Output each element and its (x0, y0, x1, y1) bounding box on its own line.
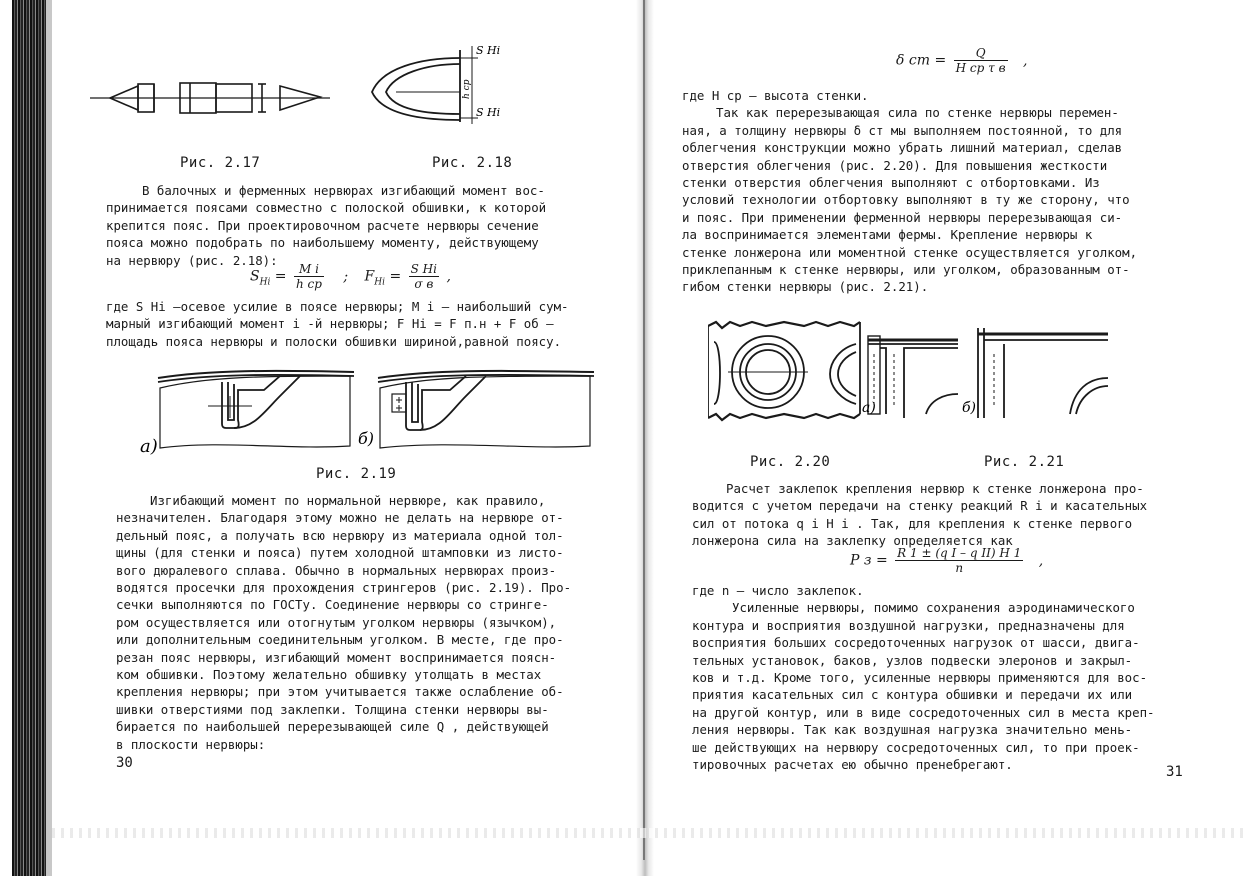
figure-2-18-caption: Рис. 2.18 (432, 155, 513, 171)
text-line: Усиленные нервюры, помимо сохранения аэродинамического (732, 600, 1135, 616)
formula-end: , (1023, 52, 1028, 69)
text-line: контура и восприятия воздушной нагрузки, предназначены для (692, 617, 1125, 633)
formula-symbol: P з (850, 552, 872, 569)
fraction-denominator: h ср (295, 277, 322, 291)
fig-2-18-label-bottom: S Hi (476, 106, 501, 119)
text-line: на нервюру (рис. 2.18): (106, 252, 278, 268)
fig-2-18-label-top: S Hi (476, 44, 501, 57)
formula-symbol: S (250, 268, 260, 285)
text-line: сечки выполняются по ГОСТу. Соединение нервюры со стринге- (116, 597, 549, 613)
text-line: ром осуществляется или отогнутым уголком нервюры (язычком), (116, 614, 557, 630)
figure-2-17-caption: Рис. 2.17 (180, 155, 261, 171)
figure-2-19 (130, 368, 610, 463)
book-binding-shadow (46, 0, 52, 876)
text-line: стенки отверстия облегчения выполняют с отбортовками. Из (682, 175, 1100, 191)
formula-end: , (1038, 552, 1044, 569)
formula-subscript: Hi (374, 277, 385, 288)
fig-2-21-label-a: а) (862, 400, 876, 416)
text-line: водятся просечки для прохождения стрингеров (рис. 2.19). Про- (116, 580, 572, 596)
text-line: приятия касательных сил с контура обшивки и передачи их или (692, 687, 1133, 703)
fraction-denominator: H ср τ в (955, 61, 1006, 75)
fraction (895, 546, 1023, 575)
formula-separator: ; (343, 268, 349, 285)
fraction-numerator: S Hi (410, 262, 437, 276)
text-line: В балочных и ферменных нервюрах изгибающий момент вос- (142, 183, 545, 198)
text-line: бирается по наибольшей перерезывающей силе Q , действующей (116, 719, 549, 735)
page-number-30: 30 (116, 755, 133, 771)
text-line: ления нервюры. Так как воздушная нагрузка значительно мень- (692, 722, 1133, 738)
text-line: восприятия больших сосредоточенных нагрузок от шасси, двига- (692, 635, 1140, 651)
text-line: площадь пояса нервюры и полоски обшивки шириной,равной поясу. (106, 333, 562, 349)
formula-rivet-force: P з = $\frac{\text{R 1 ± (q I – q II) H 1}}{n}$ , (850, 546, 1044, 575)
text-line: где H ср – высота стенки. (682, 88, 869, 103)
gutter-fold-line (643, 0, 645, 860)
text-line: где n – число заклепок. (692, 583, 864, 598)
text-line: принимается поясами совместно с полоской обшивки, к которой (106, 200, 547, 216)
text-line: ше действующих на нервюру сосредоточенных сил, то при проек- (692, 739, 1140, 755)
fraction-numerator: R 1 ± (q I – q II) H 1 (897, 546, 1022, 560)
text-line: на другой контур, или в виде сосредоточенных сил в места креп- (692, 704, 1155, 720)
figure-2-19-caption: Рис. 2.19 (316, 466, 397, 482)
text-line: ла воспринимается элементами фермы. Крепление нервюры к (682, 227, 1093, 243)
text-line: облегчения конструкции можно убрать лишний материал, сделав (682, 140, 1123, 156)
paragraph-rivet-calculation (692, 480, 1202, 550)
formula-symbol: F (364, 268, 375, 285)
text-line: марный изгибающий момент i -й нервюры; F Hi = F п.н + F об – (106, 316, 554, 332)
page-number-31: 31 (1166, 764, 1183, 780)
text-line: шивки отверстиями под заклепки. Толщина стенки нервюры вы- (116, 701, 549, 717)
text-line: дельный пояс, а получать всю нервюру из материала одной тол- (116, 527, 564, 543)
fraction (409, 262, 439, 291)
text-line: незначителен. Благодаря этому можно не делать на нервюре от- (116, 510, 564, 526)
book-binding-edge (12, 0, 46, 876)
text-line: лонжерона сила на заклепку определяется как (692, 533, 1013, 549)
fraction-denominator: σ в (414, 277, 434, 291)
fig-2-18-label-height: h ср (462, 79, 472, 99)
formula-symbol: δ ст (896, 52, 930, 69)
paragraph-where-definitions (106, 298, 636, 350)
text-line: сил от потока q i H i . Так, для крепления к стенке первого (692, 515, 1133, 531)
paragraph-lightening-holes (682, 87, 1202, 296)
text-line: Изгибающий момент по нормальной нервюре, как правило, (150, 493, 546, 508)
figure-2-20-2-21 (708, 318, 1128, 426)
paragraph-bending-moment (106, 182, 626, 269)
fraction-numerator: M i (294, 262, 324, 277)
text-line: вого дюралевого сплава. Обычно в нормальных нервюрах произ- (116, 562, 557, 578)
paragraph-normal-rib (116, 492, 636, 753)
formula-web-thickness: δ ст = $\frac{Q}{\text{H ср τ в}}$ , (896, 46, 1028, 75)
figure-2-21-caption: Рис. 2.21 (984, 454, 1065, 470)
text-line: ком обшивки. Поэтому желательно обшивку утолщать в местах (116, 667, 542, 683)
fig-2-21-label-b: б) (962, 400, 977, 416)
text-line: резан пояс нервюры, изгибающий момент воспринимается поясн- (116, 649, 557, 665)
fig-2-19-label-a: а) (140, 436, 158, 457)
page-31 (660, 0, 1220, 876)
text-line: в плоскости нервюры: (116, 736, 266, 752)
text-line: Так как перерезывающая сила по стенке нервюры перемен- (716, 105, 1119, 121)
text-line: приклепанным к стенке нервюры, или уголком, образованным от- (682, 262, 1130, 278)
text-line: щины (для стенки и пояса) путем холодной штамповки из листо- (116, 545, 564, 561)
text-line: условий технологии отбортовку выполняют в ту же сторону, что (682, 192, 1130, 208)
fraction (294, 262, 324, 291)
figure-2-17 (90, 70, 330, 130)
text-line: стенке лонжерона или моментной стенке осуществляется уголком, (682, 244, 1138, 260)
text-line: Расчет заклепок крепления нервюр к стенке лонжерона про- (726, 481, 1144, 496)
page-30 (60, 0, 630, 876)
text-line: пояса можно подобрать по наибольшему моменту, действующему (106, 235, 539, 251)
text-line: или дополнительным соединительным уголком. В месте, где про- (116, 632, 564, 648)
fraction-numerator: Q (954, 46, 1008, 61)
fig-2-19-label-b: б) (358, 429, 375, 448)
formula-chord-force: $S_{Hi}$ = $\frac{\text{M i}}{\text{h ср}}$ ; $F_{Hi}$ = $\frac{\text{S Hi}}{\text{σ в}}$ , (250, 262, 451, 291)
text-line: тировочных расчетах ею обычно пренебрегают. (692, 757, 1013, 773)
figure-2-18 (360, 40, 510, 125)
text-line: тельных установок, баков, узлов подвески элеронов и закрыл- (692, 652, 1133, 668)
fraction (954, 46, 1008, 75)
paragraph-reinforced-ribs (692, 582, 1204, 773)
text-line: гибом стенки нервюры (рис. 2.21). (682, 279, 929, 295)
text-line: где S Hi –осевое усилие в поясе нервюры; M i – наибольший сум- (106, 299, 569, 314)
figure-2-20-caption: Рис. 2.20 (750, 454, 831, 470)
text-line: ная, а толщину нервюры δ ст мы выполняем постоянной, то для (682, 122, 1123, 138)
page-gutter (636, 0, 654, 876)
formula-subscript: Hi (259, 277, 271, 288)
fraction-denominator: n (955, 561, 964, 575)
text-line: ков и т.д. Кроме того, усиленные нервюры применяются для вос- (692, 670, 1148, 686)
text-line: отверстия облегчения (рис. 2.20). Для повышения жесткости (682, 157, 1108, 173)
text-line: крепится пояс. При проектировочном расчете нервюры сечение (106, 217, 539, 233)
text-line: крепления нервюры; при этом учитывается также ослабление об- (116, 684, 564, 700)
text-line: и пояс. При применении ферменной нервюры перерезывающая си- (682, 209, 1123, 225)
text-line: водится с учетом передачи на стенку реакций R i и касательных (692, 498, 1148, 514)
formula-end: , (446, 268, 451, 285)
